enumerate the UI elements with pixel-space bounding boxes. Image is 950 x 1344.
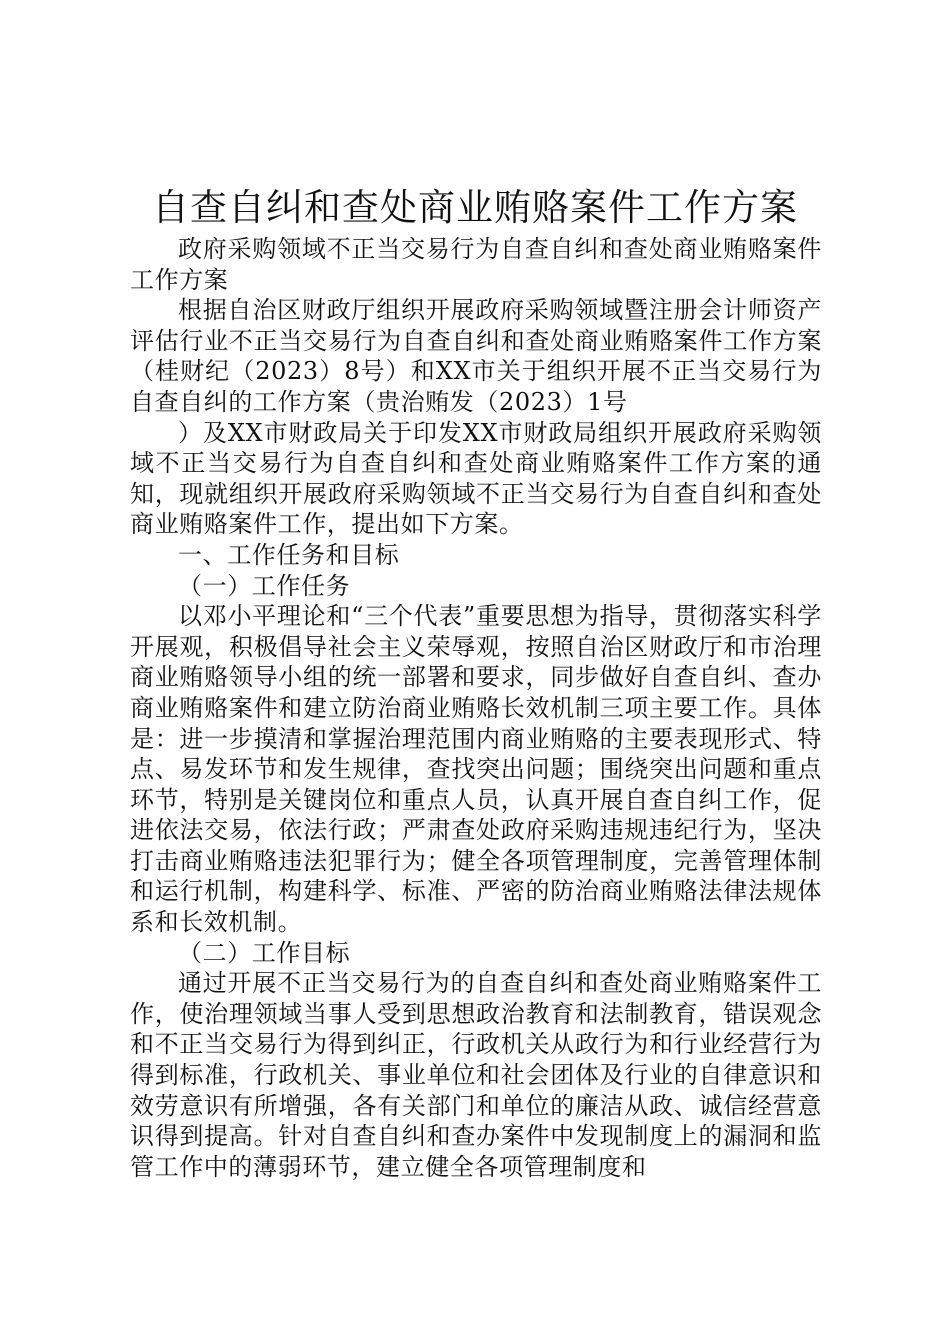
paragraph-basis: 根据自治区财政厅组织开展政府采购领域暨注册会计师资产评估行业不正当交易行为自查自纠和查处商业贿赂案件工作方案（桂财纪（2023）8号）和XX市关于组织开展不正当交易行为自查自纠的工作方案（贵治贿发（2023）1号 bbox=[130, 296, 822, 416]
paragraph-goals: 通过开展不正当交易行为的自查自纠和查处商业贿赂案件工作，使治理领域当事人受到思想政治教育和法制教育，错误观念和不正当交易行为得到纠正，行政机关从政行为和行业经营行为得到标准，行政机关、事业单位和社会团体及行业的自律意识和效劳意识有所增强，各有关部门和单位的廉洁从政、诚信经营意识得到提高。针对自查自纠和查办案件中发现制度上的漏洞和监管工作中的薄弱环节，建立健全各项管理制度和 bbox=[130, 969, 822, 1181]
document-title: 自查自纠和查处商业贿赂案件工作方案 bbox=[152, 186, 798, 229]
paragraph-tasks: 以邓小平理论和“三个代表”重要思想为指导，贯彻落实科学开展观，积极倡导社会主义荣辱观，按照自治区财政厅和市治理商业贿赂领导小组的统一部署和要求，同步做好自查自纠、查办商业贿赂案件和建立防治商业贿赂长效机制三项主要工作。具体是：进一步摸清和掌握治理范围内商业贿赂的主要表现形式、特点、易发环节和发生规律，查找突出问题；围绕突出问题和重点环节，特别是关键岗位和重点人员，认真开展自查自纠工作，促进依法交易，依法行政；严肃查处政府采购违规违纪行为，坚决打击商业贿赂违法犯罪行为；健全各项管理制度，完善管理体制和运行机制，构建科学、标准、严密的防治商业贿赂法律法规体系和长效机制。 bbox=[130, 602, 822, 937]
section-heading-tasks-and-goals: 一、工作任务和目标 bbox=[178, 540, 400, 569]
subsection-heading-goals: （二）工作目标 bbox=[178, 938, 351, 967]
document-body bbox=[130, 234, 822, 1182]
subsection-heading-tasks: （一）工作任务 bbox=[178, 571, 351, 600]
paragraph-basis-continued: ）及XX市财政局关于印发XX市财政局组织开展政府采购领域不正当交易行为自查自纠和查处商业贿赂案件工作方案的通知，现就组织开展政府采购领域不正当交易行为自查自纠和查处商业贿赂案件工作，提出如下方案。 bbox=[130, 418, 822, 539]
paragraph-subtitle: 政府采购领域不正当交易行为自查自纠和查处商业贿赂案件工作方案 bbox=[130, 235, 822, 294]
